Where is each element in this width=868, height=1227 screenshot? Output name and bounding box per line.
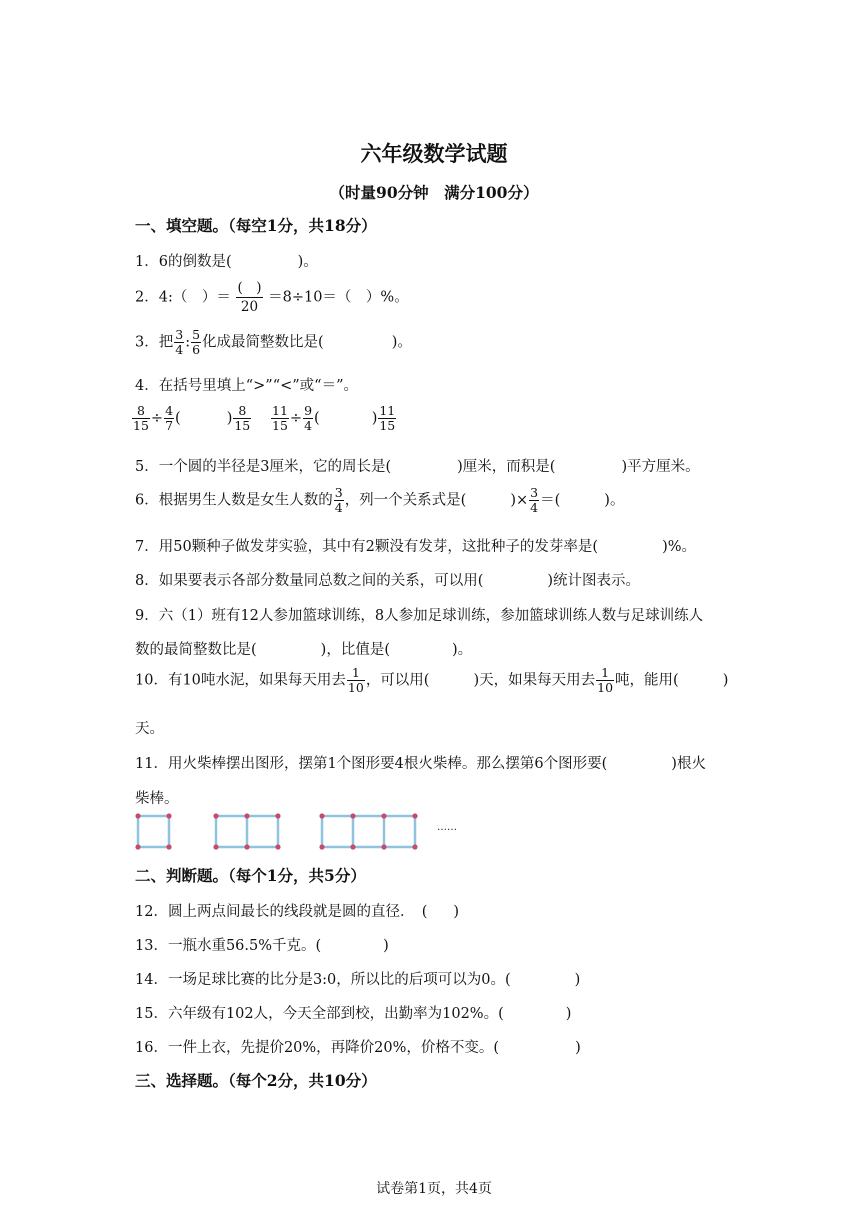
question-3: 3．把 $\frac{3}{4}$ : $\frac{5}{6}$ 化成最简整数比是( )。	[135, 327, 412, 357]
question-6: 6．根据男生人数是女生人数的 $\frac{3}{4}$ ，列一个关系式是( )× $\frac{3}{4}$ ＝( )。	[135, 485, 625, 515]
question-9-line-2: 数的最简整数比是( )，比值是( )。	[135, 642, 473, 658]
section-heading-multiple-choice: 三、选择题。（每个2分，共10分）	[135, 1071, 377, 1090]
question-13: 13．一瓶水重56.5%千克。( )	[135, 938, 389, 954]
question-16: 16．一件上衣，先提价20%，再降价20%，价格不变。( )	[135, 1040, 581, 1056]
matchstick-figure-3	[319, 813, 417, 849]
question-14: 14．一场足球比赛的比分是3:0，所以比的后项可以为0。( )	[135, 972, 581, 988]
matchstick-head	[319, 844, 324, 849]
matchstick-head	[350, 813, 355, 818]
question-4-expression-2: $\frac{11}{15}$ ÷ $\frac{9}{4}$ ( ) $\frac{11}{15}$	[272, 403, 396, 433]
question-4-expression-1: $\frac{8}{15}$ ÷ $\frac{4}{7}$ ( ) $\frac{8}{15}$	[133, 403, 251, 433]
matchstick-head	[166, 813, 171, 818]
matchstick-head	[412, 844, 417, 849]
matchstick-head	[135, 813, 140, 818]
matchstick-head	[381, 813, 386, 818]
question-11-line-2: 柴棒。	[135, 791, 179, 807]
matchstick-head	[412, 813, 417, 818]
page-footer: 试卷第1页，共4页	[376, 1181, 492, 1197]
matchstick-head	[213, 844, 218, 849]
question-4: 4．在括号里填上“>”“<”或“＝”。	[135, 378, 359, 394]
question-10: 10．有10吨水泥，如果每天用去 $\frac{1}{10}$ ，可以用( )天，如果每天用去 $\frac{1}{10}$ 吨，能用( )	[135, 665, 729, 695]
matchstick-figure-1	[135, 813, 171, 849]
question-1: 1．6的倒数是( )。	[135, 254, 318, 270]
question-10-line-2: 天。	[135, 721, 164, 737]
matchstick-figure-2	[213, 813, 280, 849]
matchstick-head	[213, 813, 218, 818]
question-8: 8．如果要表示各部分数量同总数之间的关系，可以用( )统计图表示。	[135, 573, 641, 589]
question-15: 15．六年级有102人，今天全部到校，出勤率为102%。( )	[135, 1006, 572, 1022]
matchstick-head	[319, 813, 324, 818]
continuation-dots: ……	[437, 822, 457, 833]
section-heading-true-false: 二、判断题。（每个1分，共5分）	[135, 866, 366, 885]
matchstick-head	[166, 844, 171, 849]
matchstick-head	[275, 813, 280, 818]
matchstick-head	[350, 844, 355, 849]
section-heading-fill-blank: 一、填空题。（每空1分，共18分）	[135, 216, 377, 235]
matchstick-head	[135, 844, 140, 849]
page-subtitle: （时量90分钟 满分100分）	[329, 183, 539, 202]
question-2: 2．4:（ ）＝ $\frac{( )}{20}$ ＝8÷10＝（ ）%。	[135, 280, 409, 315]
page-title: 六年级数学试题	[360, 141, 508, 166]
matchstick-head	[244, 813, 249, 818]
question-9-line-1: 9．六（1）班有12人参加篮球训练，8人参加足球训练，参加篮球训练人数与足球训练人	[135, 608, 704, 624]
question-12: 12．圆上两点间最长的线段就是圆的直径． ( )	[135, 904, 460, 920]
question-11: 11．用火柴棒摆出图形，摆第1个图形要4根火柴棒。那么摆第6个图形要( )根火	[135, 756, 706, 772]
question-7: 7．用50颗种子做发芽实验，其中有2颗没有发芽，这批种子的发芽率是( )%。	[135, 539, 696, 555]
matchstick-head	[275, 844, 280, 849]
matchstick-head	[381, 844, 386, 849]
fraction-blank-over-20: $\frac{( )}{20}$	[237, 280, 262, 315]
question-5: 5．一个圆的半径是3厘米，它的周长是( )厘米，而积是( )平方厘米。	[135, 459, 700, 475]
matchstick-head	[244, 844, 249, 849]
